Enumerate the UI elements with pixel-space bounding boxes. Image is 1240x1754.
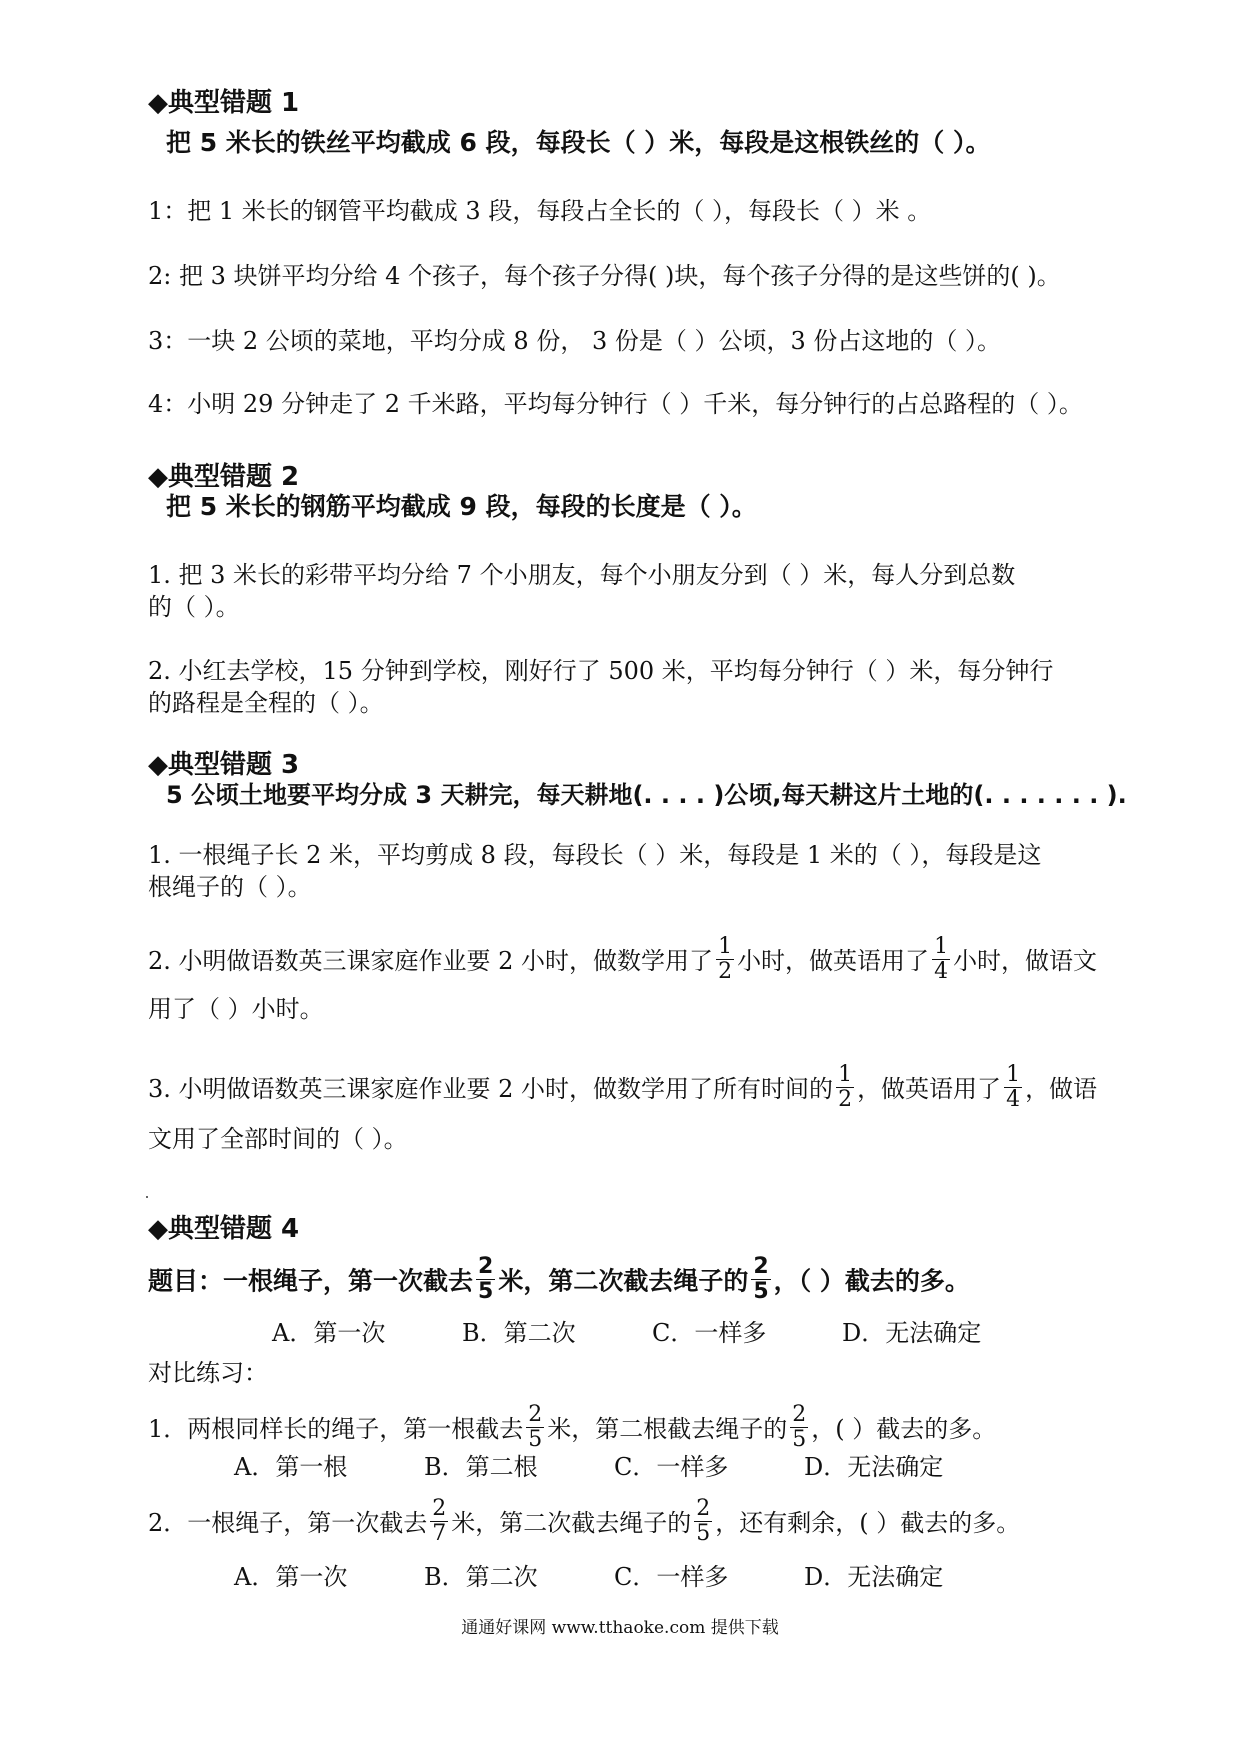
option-b: B．第二根 xyxy=(424,1453,538,1481)
section-4-heading: ◆典型错题 4 xyxy=(148,1214,300,1244)
footer-credit: 通通好课网 www.tthaoke.com 提供下载 xyxy=(461,1618,779,1638)
fraction: $\frac{1}{4}$ xyxy=(1006,1062,1021,1112)
fraction: $\frac{2}{5}$ xyxy=(528,1402,543,1452)
section-3-item-3-line-1: 3. 小明做语数英三课家庭作业要 2 小时，做数学用了所有时间的 $\frac{1}{2}$ ，做英语用了 $\frac{1}{4}$ ，做语 xyxy=(148,1062,1098,1112)
fraction: $\frac{1}{2}$ xyxy=(838,1062,853,1112)
fraction: $\frac{1}{2}$ xyxy=(718,934,733,984)
option-a: A．第一次 xyxy=(272,1319,386,1347)
option-b: B．第二次 xyxy=(424,1563,538,1591)
fraction: $\frac{2}{5}$ xyxy=(753,1254,769,1304)
option-d: D．无法确定 xyxy=(804,1453,944,1481)
section-1-item-3: 3：一块 2 公顷的菜地，平均分成 8 份， 3 份是（ ）公顷，3 份占这地的（ ）。 xyxy=(148,327,1002,355)
scan-speck xyxy=(146,1196,148,1198)
section-1-item-1: 1：把 1 米长的钢管平均截成 3 段，每段占全长的（ ），每段长（ ）米 。 xyxy=(148,197,932,225)
comparison-label: 对比练习： xyxy=(148,1359,268,1387)
option-c: C．一样多 xyxy=(614,1453,729,1481)
option-c: C．一样多 xyxy=(614,1563,729,1591)
section-3-item-2-line-2: 用了（ ）小时。 xyxy=(148,995,324,1023)
comparison-item-1: 1．两根同样长的绳子，第一根截去 $\frac{2}{5}$ 米，第二根截去绳子的 $\frac{2}{5}$ ，( ）截去的多。 xyxy=(148,1402,997,1452)
option-b: B．第二次 xyxy=(462,1319,576,1347)
section-3-item-1-line-2: 根绳子的（ ）。 xyxy=(148,873,312,901)
fraction: $\frac{2}{5}$ xyxy=(792,1402,807,1452)
comparison-item-2: 2．一根绳子，第一次截去 $\frac{2}{7}$ 米，第二次截去绳子的 $\frac{2}{5}$ ，还有剩余，( ）截去的多。 xyxy=(148,1496,1021,1546)
section-2-question: 把 5 米长的钢筋平均截成 9 段，每段的长度是（ ）。 xyxy=(166,492,757,521)
section-2-item-1-line-2: 的（ ）。 xyxy=(148,593,240,621)
section-1-item-2: 2: 把 3 块饼平均分给 4 个孩子，每个孩子分得( )块，每个孩子分得的是这些饼的( )。 xyxy=(148,262,1061,290)
fraction: $\frac{2}{5}$ xyxy=(696,1496,711,1546)
option-d: D．无法确定 xyxy=(804,1563,944,1591)
section-2-item-2-line-1: 2. 小红去学校，15 分钟到学校，刚好行了 500 米，平均每分钟行（ ）米，每分钟行 xyxy=(148,657,1054,685)
section-3-item-3-line-2: 文用了全部时间的（ ）。 xyxy=(148,1125,408,1153)
section-3-item-1-line-1: 1. 一根绳子长 2 米，平均剪成 8 段，每段长（ ）米，每段是 1 米的（ ），每段是这 xyxy=(148,841,1042,869)
section-3-question: 5 公顷土地要平均分成 3 天耕完，每天耕地(. . . . )公顷,每天耕这片土地的(. . . . . . . ). xyxy=(166,781,1127,809)
option-c: C．一样多 xyxy=(652,1319,767,1347)
option-a: A．第一次 xyxy=(234,1563,348,1591)
section-3-item-2-line-1: 2. 小明做语数英三课家庭作业要 2 小时，做数学用了 $\frac{1}{2}$ 小时，做英语用了 $\frac{1}{4}$ 小时，做语文 xyxy=(148,934,1098,984)
section-1-question: 把 5 米长的铁丝平均截成 6 段，每段长（ ）米，每段是这根铁丝的（ ）。 xyxy=(166,128,991,157)
fraction: $\frac{1}{4}$ xyxy=(934,934,949,984)
section-2-item-1-line-1: 1. 把 3 米长的彩带平均分给 7 个小朋友，每个小朋友分到（ ）米，每人分到总数 xyxy=(148,561,1016,589)
section-2-heading: ◆典型错题 2 xyxy=(148,462,300,492)
section-1-heading: ◆典型错题 1 xyxy=(148,88,300,118)
section-2-item-2-line-2: 的路程是全程的（ ）。 xyxy=(148,689,384,717)
section-3-heading: ◆典型错题 3 xyxy=(148,750,300,780)
option-a: A．第一根 xyxy=(234,1453,348,1481)
section-4-question: 题目：一根绳子，第一次截去 $\frac{2}{5}$ 米，第二次截去绳子的 $\frac{2}{5}$ ，（ ）截去的多。 xyxy=(148,1254,970,1304)
section-1-item-4: 4：小明 29 分钟走了 2 千米路，平均每分钟行（ ）千米，每分钟行的占总路程的（ ）。 xyxy=(148,390,1083,418)
option-d: D．无法确定 xyxy=(842,1319,982,1347)
fraction: $\frac{2}{7}$ xyxy=(432,1496,447,1546)
fraction: $\frac{2}{5}$ xyxy=(478,1254,494,1304)
